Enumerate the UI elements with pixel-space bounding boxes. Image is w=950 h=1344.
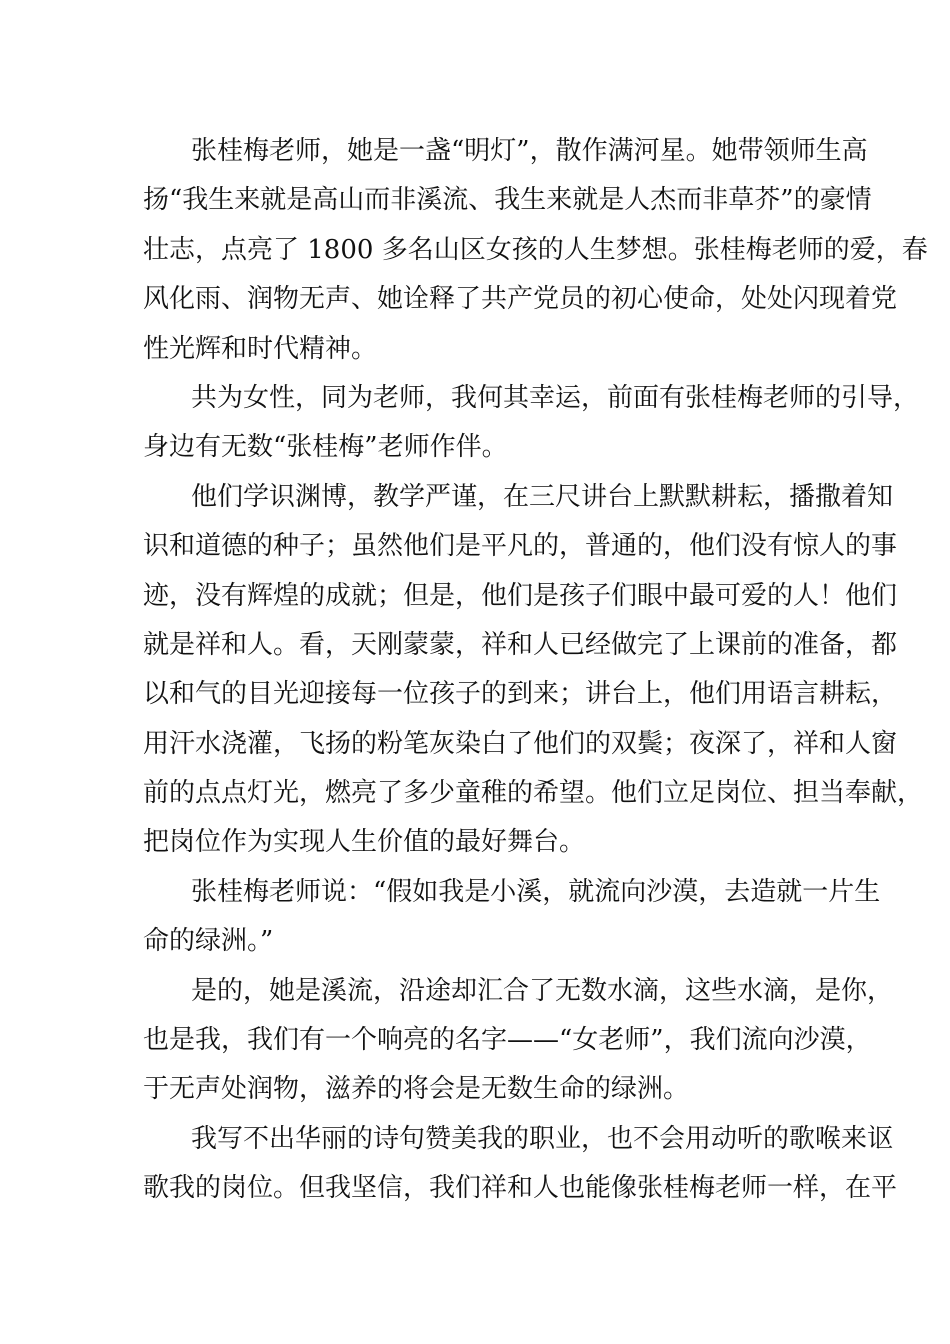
text-line: 共为女性，同为老师，我何其幸运，前面有张桂梅老师的引导， <box>191 382 920 413</box>
paragraph-5 <box>143 967 894 1115</box>
text-line: 以和气的目光迎接每一位孩子的到来；讲台上，他们用语言耕耘， <box>143 679 898 710</box>
text-line: 用汗水浇灌，飞扬的粉笔灰染白了他们的双鬓；夜深了，祥和人窗 <box>143 728 898 759</box>
text-line: 把岗位作为实现人生价值的最好舞台。 <box>143 827 586 858</box>
text-line: 命的绿洲。” <box>143 926 274 957</box>
document-body <box>143 127 928 1214</box>
text-line: 风化雨、润物无声、她诠释了共产党员的初心使命，处处闪现着党 <box>143 284 898 315</box>
text-line: 我写不出华丽的诗句赞美我的职业，也不会用动听的歌喉来讴 <box>191 1123 894 1154</box>
text-line: 性光辉和时代精神。 <box>143 333 378 364</box>
text-line: 就是祥和人。看，天刚蒙蒙，祥和人已经做完了上课前的准备，都 <box>143 629 898 660</box>
text-line: 也是我，我们有一个响亮的名字——“女老师”，我们流向沙漠， <box>143 1025 872 1056</box>
paragraph-6 <box>143 1115 898 1214</box>
text-line: 于无声处润物，滋养的将会是无数生命的绿洲。 <box>143 1074 690 1105</box>
text-line: 壮志，点亮了 1800 多名山区女孩的人生梦想。张桂梅老师的爱，春 <box>143 234 928 265</box>
paragraph-2 <box>143 374 920 473</box>
text-line: 迹，没有辉煌的成就；但是，他们是孩子们眼中最可爱的人！他们 <box>143 580 898 611</box>
paragraph-4 <box>143 868 881 967</box>
text-line: 识和道德的种子；虽然他们是平凡的，普通的，他们没有惊人的事 <box>143 531 898 562</box>
paragraph-1 <box>143 127 928 374</box>
text-line: 歌我的岗位。但我坚信，我们祥和人也能像张桂梅老师一样，在平 <box>143 1173 898 1204</box>
text-line: 扬“我生来就是高山而非溪流、我生来就是人杰而非草芥”的豪情 <box>143 185 872 216</box>
text-line: 张桂梅老师，她是一盏“明灯”，散作满河星。她带领师生高 <box>191 136 868 166</box>
text-line: 身边有无数“张桂梅”老师作伴。 <box>143 432 508 463</box>
paragraph-3 <box>143 473 924 868</box>
text-line: 他们学识渊博，教学严谨，在三尺讲台上默默耕耘，播撒着知 <box>191 481 894 512</box>
text-line: 张桂梅老师说：“假如我是小溪，就流向沙漠，去造就一片生 <box>191 876 881 907</box>
text-line: 是的，她是溪流，沿途却汇合了无数水滴，这些水滴，是你， <box>191 975 894 1006</box>
text-line: 前的点点灯光，燃亮了多少童稚的希望。他们立足岗位、担当奉献， <box>143 778 924 809</box>
